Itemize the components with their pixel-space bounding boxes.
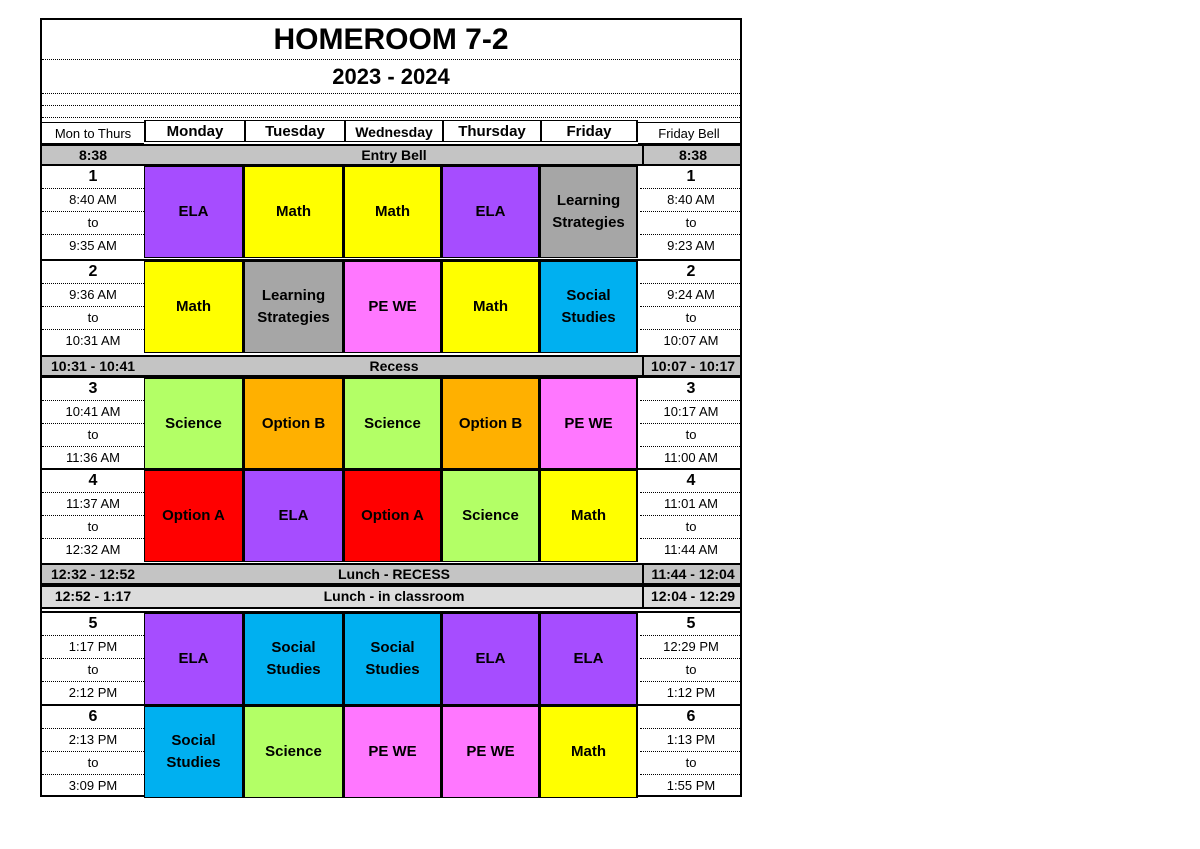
class-slot (540, 470, 638, 562)
period-time-column (42, 613, 144, 705)
time-value: 11:37 AM (42, 493, 144, 516)
period-number: 1 (42, 166, 144, 189)
class-slot (442, 378, 540, 470)
time-value: 1:55 PM (666, 778, 716, 793)
time-value: 11:44 AM (664, 542, 718, 557)
class-slot (344, 378, 442, 470)
time-to: to (42, 752, 144, 775)
class-slot (244, 261, 344, 353)
class-slot (442, 470, 540, 562)
class-slot (244, 378, 344, 470)
class-slot (344, 706, 442, 798)
period-time-column (42, 470, 144, 562)
day-header-friday: Friday (540, 120, 638, 142)
band-lunch_recess (42, 563, 740, 585)
class-slot (244, 166, 344, 258)
class-slot (442, 706, 540, 798)
time-value: 2:13 PM (42, 729, 144, 752)
mon-thurs-header: Mon to Thurs (42, 122, 144, 144)
spacer-row (42, 106, 740, 118)
class-slot (442, 613, 540, 705)
class-slot (344, 166, 442, 258)
class-slot (144, 470, 244, 562)
time-value: 9:35 AM (69, 238, 117, 253)
school-year: 2023 - 2024 (42, 60, 740, 94)
time-to: to (42, 659, 144, 682)
class-name: Social Studies (365, 639, 420, 678)
class-name: PE WE (368, 743, 417, 760)
time-to: to (640, 659, 742, 682)
band-label: Recess (369, 358, 419, 374)
class-name: ELA (475, 650, 506, 667)
band-entry (42, 144, 740, 166)
friday-time-column (640, 706, 742, 798)
time-to: to (640, 307, 742, 330)
period-number: 1 (640, 166, 742, 189)
period-time-column (42, 166, 144, 258)
time-to: to (640, 212, 742, 235)
friday-time-column (640, 166, 742, 258)
period-number: 6 (42, 706, 144, 729)
class-slot (344, 261, 442, 353)
class-name: Social Studies (561, 287, 616, 326)
time-value: 3:09 PM (68, 778, 118, 793)
time-value: 8:40 AM (640, 189, 742, 212)
friday-time-column (640, 378, 742, 470)
class-slot (540, 261, 638, 353)
time-value: 11:01 AM (640, 493, 742, 516)
time-value: 8:40 AM (42, 189, 144, 212)
class-slot (344, 470, 442, 562)
class-slot (144, 613, 244, 705)
band-time-left: 12:52 - 1:17 (54, 588, 132, 604)
class-name: PE WE (368, 298, 417, 315)
class-slot (540, 378, 638, 470)
time-to: to (640, 424, 742, 447)
schedule-sheet (40, 18, 742, 797)
band-time-right: 10:07 - 10:17 (642, 357, 742, 375)
spacer-row (42, 94, 740, 106)
band-recess (42, 355, 740, 377)
friday-time-column (640, 613, 742, 705)
class-name: PE WE (466, 743, 515, 760)
time-value: 9:24 AM (640, 284, 742, 307)
time-value: 9:23 AM (667, 238, 715, 253)
time-value: 1:17 PM (42, 636, 144, 659)
period-number: 2 (42, 261, 144, 284)
class-slot (540, 613, 638, 705)
class-slot (244, 470, 344, 562)
class-slot (540, 166, 638, 258)
period-time-column (42, 378, 144, 470)
class-slot (244, 706, 344, 798)
time-value: 9:36 AM (42, 284, 144, 307)
period-number: 3 (42, 378, 144, 401)
class-slot (244, 613, 344, 705)
band-time-left: 12:32 - 12:52 (50, 566, 136, 582)
band-label: Lunch - in classroom (323, 588, 465, 604)
time-value: 12:29 PM (640, 636, 742, 659)
time-value: 2:12 PM (68, 685, 118, 700)
time-value: 10:17 AM (640, 401, 742, 424)
schedule-title: HOMEROOM 7-2 (42, 20, 740, 60)
time-value: 10:31 AM (65, 333, 121, 348)
class-slot (442, 261, 540, 353)
time-value: 11:00 AM (664, 450, 718, 465)
class-slot (144, 261, 244, 353)
class-name: Option B (261, 415, 326, 432)
class-name: Social Studies (266, 639, 321, 678)
period-number: 5 (640, 613, 742, 636)
time-value: 11:36 AM (66, 450, 120, 465)
band-time-left: 8:38 (78, 147, 108, 163)
band-time-right: 11:44 - 12:04 (642, 565, 742, 583)
period-time-column (42, 261, 144, 353)
class-slot (344, 613, 442, 705)
class-name: Learning Strategies (552, 192, 625, 231)
band-time-right: 12:04 - 12:29 (642, 587, 742, 607)
band-time-left: 10:31 - 10:41 (50, 358, 136, 374)
class-name: Science (265, 743, 322, 760)
period-number: 4 (42, 470, 144, 493)
band-lunch_class (42, 585, 740, 609)
period-number: 3 (640, 378, 742, 401)
class-slot (144, 166, 244, 258)
day-header-monday: Monday (144, 120, 244, 142)
friday-time-column (640, 470, 742, 562)
class-name: Science (165, 415, 222, 432)
period-number: 6 (640, 706, 742, 729)
band-label: Entry Bell (361, 147, 427, 163)
time-to: to (640, 752, 742, 775)
period-time-column (42, 706, 144, 798)
class-slot (442, 166, 540, 258)
class-name: ELA (278, 507, 309, 524)
class-name: Social Studies (166, 732, 221, 771)
class-name: Math (276, 203, 311, 220)
time-value: 1:13 PM (640, 729, 742, 752)
class-name: Math (571, 507, 606, 524)
day-header-wednesday: Wednesday (344, 120, 442, 142)
friday-bell-header: Friday Bell (638, 122, 740, 144)
time-to: to (42, 212, 144, 235)
class-name: Science (462, 507, 519, 524)
time-value: 12:32 AM (65, 542, 121, 557)
class-name: Math (571, 743, 606, 760)
friday-time-column (640, 261, 742, 353)
class-name: Math (375, 203, 410, 220)
class-slot (144, 378, 244, 470)
class-name: ELA (178, 650, 209, 667)
class-name: Math (176, 298, 211, 315)
class-name: Learning Strategies (257, 287, 330, 326)
band-time-right: 8:38 (642, 146, 742, 164)
class-name: ELA (475, 203, 506, 220)
period-number: 5 (42, 613, 144, 636)
day-header-tuesday: Tuesday (244, 120, 344, 142)
day-header-thursday: Thursday (442, 120, 540, 142)
time-value: 10:41 AM (42, 401, 144, 424)
class-name: Option A (162, 507, 225, 524)
time-to: to (42, 307, 144, 330)
class-name: Option B (458, 415, 523, 432)
class-name: Math (473, 298, 508, 315)
class-name: ELA (178, 203, 209, 220)
period-number: 4 (640, 470, 742, 493)
class-name: PE WE (564, 415, 613, 432)
class-name: ELA (573, 650, 604, 667)
band-label: Lunch - RECESS (337, 566, 450, 582)
class-name: Option A (361, 507, 424, 524)
time-to: to (42, 516, 144, 539)
time-value: 1:12 PM (666, 685, 716, 700)
class-slot (144, 706, 244, 798)
class-slot (540, 706, 638, 798)
time-to: to (640, 516, 742, 539)
class-name: Science (364, 415, 421, 432)
time-value: 10:07 AM (663, 333, 719, 348)
time-to: to (42, 424, 144, 447)
period-number: 2 (640, 261, 742, 284)
